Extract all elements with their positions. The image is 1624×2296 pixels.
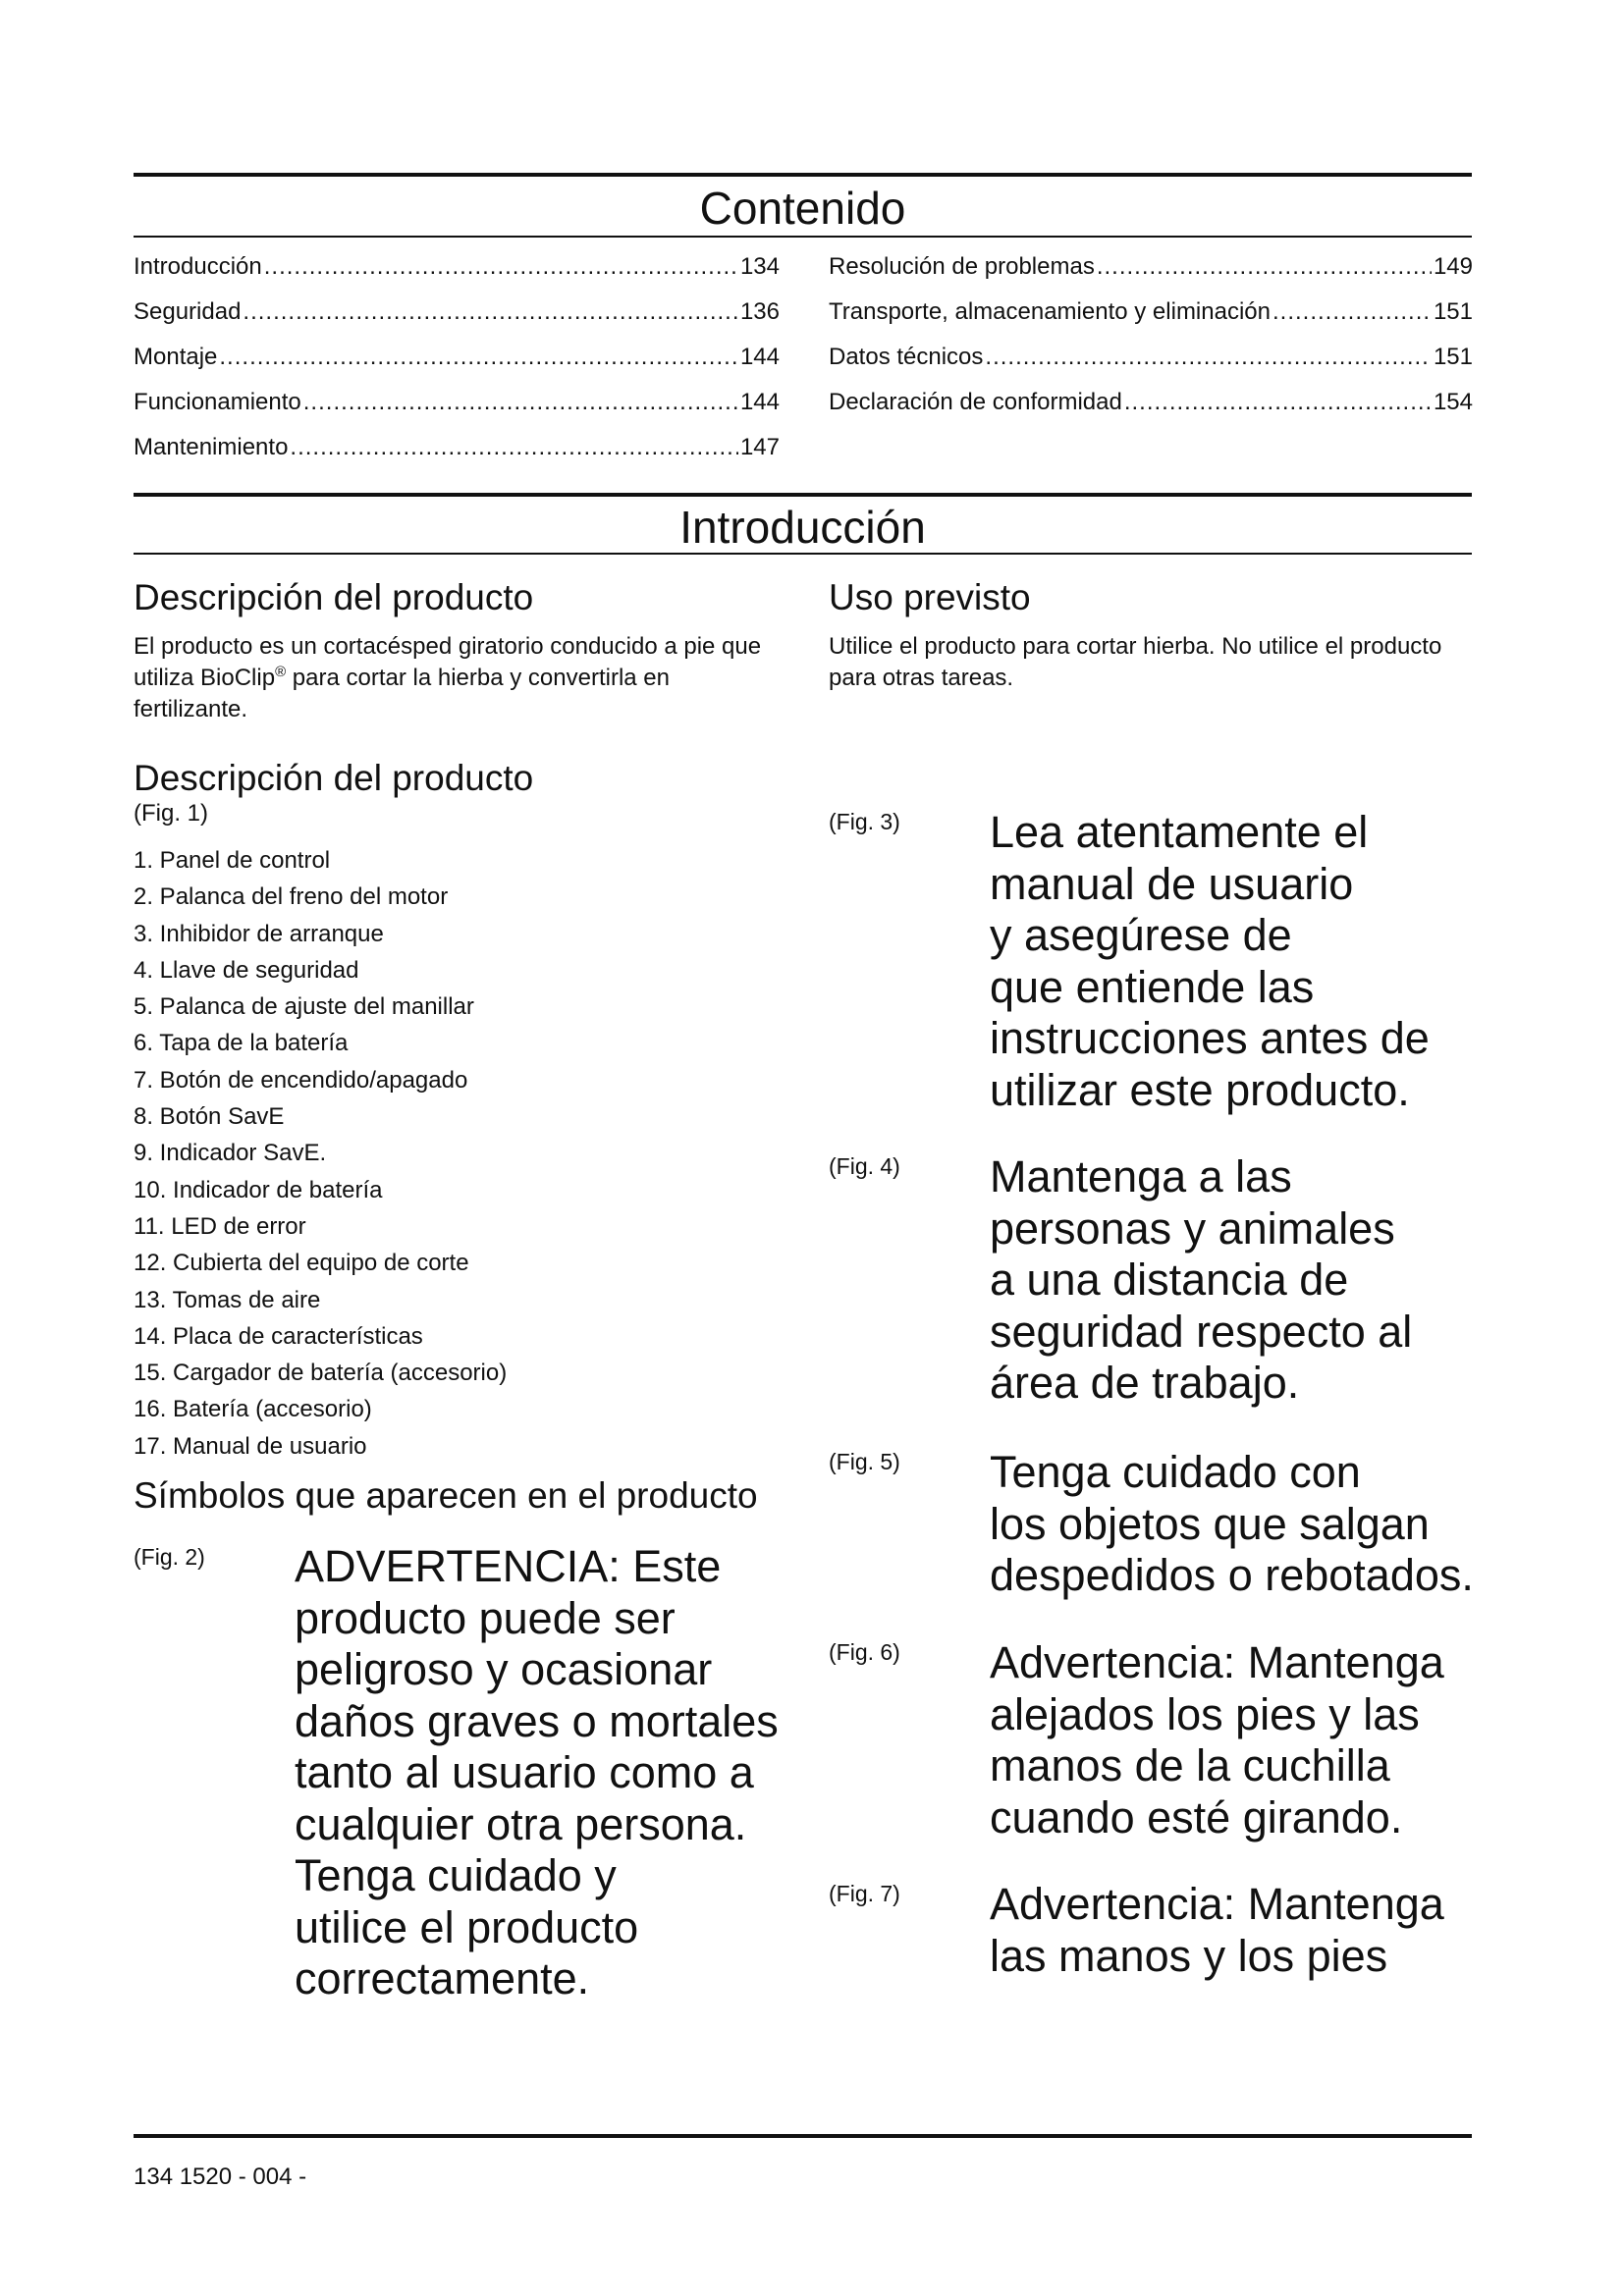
use-text: Utilice el producto para cortar hierba. No utilice el producto para otras tareas. xyxy=(829,633,1442,691)
toc-entry[interactable] xyxy=(829,298,1473,332)
toc-title: Contenido xyxy=(699,183,906,234)
toc-entry-label: Datos técnicos xyxy=(829,344,984,370)
list-item: 2. Palanca del freno del motor xyxy=(134,883,449,911)
list-item: 14. Placa de características xyxy=(134,1322,423,1350)
footer-rule xyxy=(134,2134,1472,2138)
parts-list xyxy=(134,842,507,1465)
list-item: 5. Palanca de ajuste del manillar xyxy=(134,993,474,1021)
footer-doc-number: 134 1520 - 004 - xyxy=(134,2163,307,2190)
toc-entry-label: Montaje xyxy=(134,344,218,370)
list-item: 3. Inhibidor de arranque xyxy=(134,920,384,947)
symbol-fig-ref: (Fig. 3) xyxy=(829,809,900,834)
toc-entry-label: Declaración de conformidad xyxy=(829,389,1122,415)
toc-entry-page: 147 xyxy=(739,434,780,460)
list-item: 9. Indicador SavE. xyxy=(134,1140,327,1167)
list-item: 8. Botón SavE xyxy=(134,1103,285,1131)
toc-entry-label: Transporte, almacenamiento y eliminación xyxy=(829,298,1271,325)
intro-top-rule xyxy=(134,493,1472,497)
toc-entry-page: 144 xyxy=(739,344,780,370)
toc-entry[interactable] xyxy=(829,344,1473,377)
description-text: El producto es un cortacésped giratorio conducido a pie que utiliza BioClip® para cortar la hierba y convertirla en fertilizante. xyxy=(134,633,762,722)
toc-entry[interactable] xyxy=(134,298,780,332)
list-item: 11. LED de error xyxy=(134,1212,306,1240)
toc-entry-page: 134 xyxy=(739,253,780,280)
toc-entry-page: 151 xyxy=(1433,344,1473,370)
toc-entry-page: 136 xyxy=(739,298,780,325)
symbol-text: Advertencia: Mantenga alejados los pies y las manos de la cuchilla cuando esté girando. xyxy=(990,1637,1444,1842)
toc-entry[interactable] xyxy=(829,253,1473,287)
symbol-text: ADVERTENCIA: Este producto puede ser peligroso y ocasionar daños graves o mortales tanto al usuario como a cualquier otra persona. Tenga cuidado y utilice el producto correctamente. xyxy=(295,1541,779,2003)
list-item: 16. Batería (accesorio) xyxy=(134,1396,372,1423)
intro-title-rule xyxy=(134,553,1472,555)
toc-entry-label: Introducción xyxy=(134,253,262,280)
toc-entry-page: 154 xyxy=(1433,389,1473,415)
toc-entry-label: Seguridad xyxy=(134,298,242,325)
list-item: 13. Tomas de aire xyxy=(134,1286,321,1313)
symbol-fig-ref: (Fig. 2) xyxy=(134,1544,205,1570)
toc-title-rule xyxy=(134,236,1472,238)
symbol-fig-ref: (Fig. 4) xyxy=(829,1153,900,1179)
description-heading: Descripción del producto xyxy=(134,577,534,617)
list-item: 12. Cubierta del equipo de corte xyxy=(134,1250,469,1277)
overview-heading: Descripción del producto xyxy=(134,758,534,798)
toc-entry[interactable] xyxy=(134,253,780,287)
list-item: 6. Tapa de la batería xyxy=(134,1030,349,1057)
toc-entry-label: Mantenimiento xyxy=(134,434,289,460)
symbol-fig-ref: (Fig. 7) xyxy=(829,1881,900,1906)
symbol-fig-ref: (Fig. 6) xyxy=(829,1639,900,1665)
list-item: 10. Indicador de batería xyxy=(134,1176,383,1203)
toc-entry-page: 149 xyxy=(1433,253,1473,280)
symbol-text: Lea atentamente el manual de usuario y asegúrese de que entiende las instrucciones antes de utilizar este producto. xyxy=(990,807,1430,1115)
toc-entry-label: Funcionamiento xyxy=(134,389,301,415)
top-rule xyxy=(134,173,1472,177)
symbol-fig-ref: (Fig. 5) xyxy=(829,1449,900,1474)
toc-entry[interactable] xyxy=(134,344,780,377)
symbols-heading: Símbolos que aparecen en el producto xyxy=(134,1475,758,1516)
symbol-text: Mantenga a las personas y animales a una distancia de seguridad respecto al área de trabajo. xyxy=(990,1151,1413,1408)
toc-entry[interactable] xyxy=(829,389,1473,422)
toc-entry[interactable] xyxy=(134,389,780,422)
symbol-text: Advertencia: Mantenga las manos y los pies xyxy=(990,1879,1444,1981)
intro-title: Introducción xyxy=(679,502,926,553)
list-item: 7. Botón de encendido/apagado xyxy=(134,1066,468,1094)
list-item: 4. Llave de seguridad xyxy=(134,956,359,984)
use-heading: Uso previsto xyxy=(829,577,1031,617)
toc-entry[interactable] xyxy=(134,434,780,467)
list-item: 17. Manual de usuario xyxy=(134,1432,367,1460)
toc-entry-label: Resolución de problemas xyxy=(829,253,1095,280)
symbol-text: Tenga cuidado con los objetos que salgan despedidos o rebotados. xyxy=(990,1447,1474,1600)
toc-entry-page: 144 xyxy=(739,389,780,415)
overview-fig-ref: (Fig. 1) xyxy=(134,800,209,827)
list-item: 1. Panel de control xyxy=(134,847,331,874)
list-item: 15. Cargador de batería (accesorio) xyxy=(134,1360,508,1387)
toc-entry-page: 151 xyxy=(1433,298,1473,325)
